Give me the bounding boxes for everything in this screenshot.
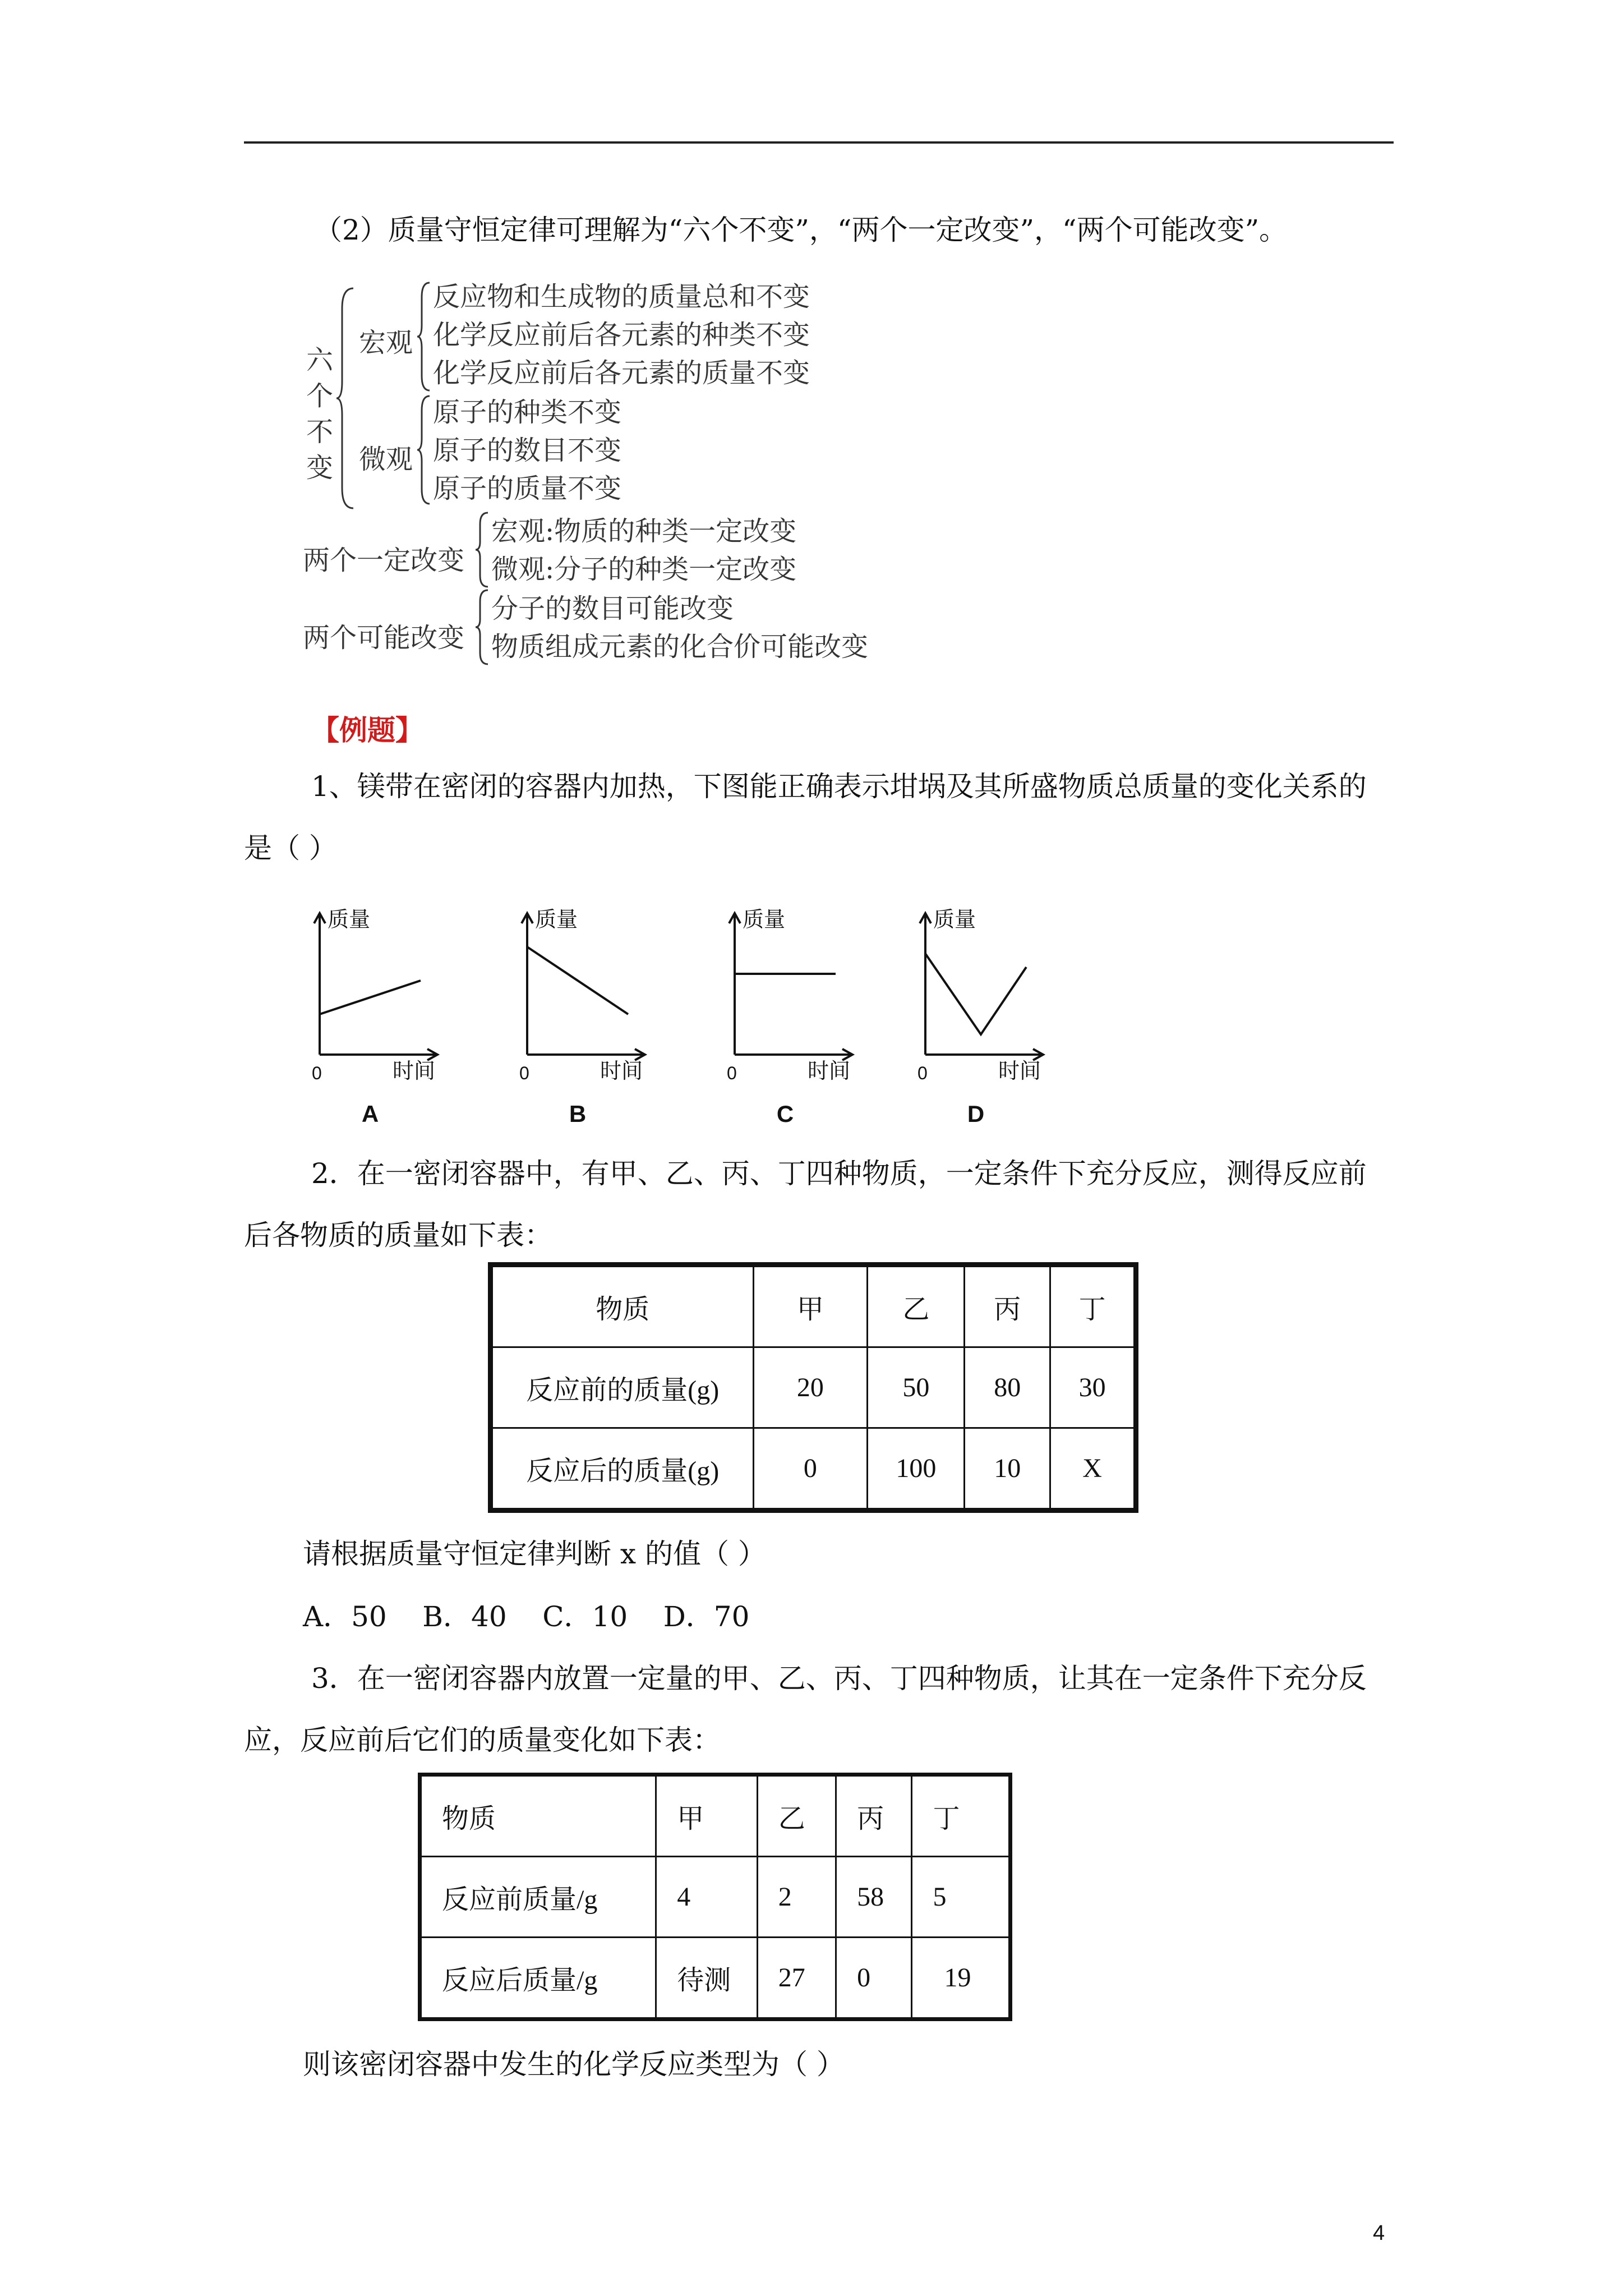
q3-text-line1: 3．在一密闭容器内放置一定量的甲、乙、丙、丁四种物质，让其在一定条件下充分反	[311, 1662, 1367, 1695]
origin-label: 0	[312, 1063, 322, 1083]
option-label: C	[776, 1101, 794, 1127]
six-label-char: 变	[306, 452, 333, 484]
table-header-cell: 丙	[965, 1265, 1050, 1347]
table-cell: 反应后质量/g	[420, 1938, 656, 2019]
table-cell: 4	[656, 1857, 758, 1938]
table-row	[491, 1347, 1136, 1428]
table-cell: 反应后的质量(g)	[491, 1428, 754, 1511]
q2-options: A．50 B．40 C．10 D．70	[303, 1600, 750, 1633]
y-axis-label: 质量	[535, 908, 578, 932]
table-header-cell: 物质	[491, 1265, 754, 1347]
q2-table	[488, 1262, 1138, 1513]
q3-question: 则该密闭容器中发生的化学反应类型为（ ）	[303, 2048, 845, 2081]
brace-micro	[416, 394, 433, 506]
table-row	[420, 1938, 1011, 2019]
q1-charts	[292, 898, 1133, 1139]
two-may-item: 物质组成元素的化合价可能改变	[491, 631, 869, 662]
option-label: A	[361, 1101, 379, 1127]
option-label: D	[967, 1101, 985, 1127]
brace-macro	[416, 280, 433, 393]
two-must-item: 宏观:物质的种类一定改变	[491, 516, 797, 547]
table-header-cell: 甲	[753, 1265, 868, 1347]
table-cell: 5	[912, 1857, 1011, 1938]
table-cell: 待测	[656, 1938, 758, 2019]
macro-item: 化学反应前后各元素的种类不变	[433, 319, 810, 351]
six-unchanged-label	[303, 342, 336, 486]
two-may-label: 两个可能改变	[303, 622, 465, 654]
q2-text-line1: 2．在一密闭容器中，有甲、乙、丙、丁四种物质，一定条件下充分反应，测得反应前	[311, 1157, 1367, 1190]
intro-line: （2）质量守恒定律可理解为“六个不变”，“两个一定改变”，“两个可能改变”。	[314, 214, 1288, 246]
header-rule	[244, 141, 1394, 144]
table-header-row	[420, 1775, 1011, 1857]
table-cell: 50	[868, 1347, 965, 1428]
macro-item: 化学反应前后各元素的质量不变	[433, 357, 810, 389]
table-cell: 100	[868, 1428, 965, 1511]
micro-label: 微观	[359, 444, 413, 475]
table-cell: 反应前的质量(g)	[491, 1347, 754, 1428]
table-cell: 2	[757, 1857, 836, 1938]
q3-table	[418, 1773, 1012, 2021]
table-cell: 58	[836, 1857, 912, 1938]
table-header-cell: 乙	[757, 1775, 836, 1857]
table-cell: 19	[912, 1938, 1011, 2019]
page-number: 4	[1373, 2221, 1385, 2245]
table-header-row	[491, 1265, 1136, 1347]
table-cell: 0	[836, 1938, 912, 2019]
x-axis-label: 时间	[600, 1060, 643, 1083]
table-header-cell: 丙	[836, 1775, 912, 1857]
two-must-label: 两个一定改变	[303, 545, 465, 576]
brace-two-must	[474, 510, 491, 589]
six-label-char: 个	[306, 380, 333, 412]
brace-two-may	[474, 588, 491, 666]
q1-text-line2: 是（ ）	[244, 832, 337, 864]
examples-heading: 【例题】	[311, 714, 423, 747]
micro-item: 原子的数目不变	[433, 435, 622, 466]
table-header-cell: 乙	[868, 1265, 965, 1347]
micro-item: 原子的种类不变	[433, 397, 622, 428]
conservation-diagram	[292, 275, 965, 679]
table-header-cell: 甲	[656, 1775, 758, 1857]
table-row	[491, 1428, 1136, 1511]
table-cell: 10	[965, 1428, 1050, 1511]
two-may-item: 分子的数目可能改变	[491, 593, 734, 624]
table-cell: 20	[753, 1347, 868, 1428]
micro-item: 原子的质量不变	[433, 473, 622, 504]
x-axis-label: 时间	[808, 1060, 851, 1083]
y-axis-label: 质量	[328, 908, 371, 932]
series-line	[320, 981, 421, 1014]
q2-question: 请根据质量守恒定律判断 x 的值（ ）	[303, 1538, 766, 1570]
x-axis-label: 时间	[998, 1060, 1041, 1083]
big-brace-six	[335, 286, 358, 510]
table-cell: 0	[753, 1428, 868, 1511]
origin-label: 0	[917, 1063, 928, 1083]
table-cell: 80	[965, 1347, 1050, 1428]
table-cell: 27	[757, 1938, 836, 2019]
q2-text-line2: 后各物质的质量如下表：	[244, 1219, 552, 1251]
six-label-char: 不	[306, 416, 333, 448]
series-line	[527, 947, 628, 1014]
table-header-cell: 物质	[420, 1775, 656, 1857]
table-header-cell: 丁	[912, 1775, 1011, 1857]
table-header-cell: 丁	[1050, 1265, 1136, 1347]
table-row	[420, 1857, 1011, 1938]
macro-label: 宏观	[359, 327, 413, 358]
q3-text-line2: 应，反应前后它们的质量变化如下表：	[244, 1724, 721, 1756]
two-must-item: 微观:分子的种类一定改变	[491, 554, 797, 585]
q1-text-line1: 1、镁带在密闭的容器内加热，下图能正确表示坩埚及其所盛物质总质量的变化关系的	[311, 770, 1367, 803]
table-cell: X	[1050, 1428, 1136, 1511]
macro-item: 反应物和生成物的质量总和不变	[433, 281, 810, 312]
six-label-char: 六	[306, 344, 333, 376]
table-cell: 30	[1050, 1347, 1136, 1428]
origin-label: 0	[727, 1063, 737, 1083]
option-label: B	[569, 1101, 587, 1127]
x-axis-label: 时间	[393, 1060, 436, 1083]
series-line	[925, 954, 1026, 1034]
table-cell: 反应前质量/g	[420, 1857, 656, 1938]
y-axis-label: 质量	[933, 908, 976, 932]
y-axis-label: 质量	[743, 908, 786, 932]
origin-label: 0	[519, 1063, 529, 1083]
